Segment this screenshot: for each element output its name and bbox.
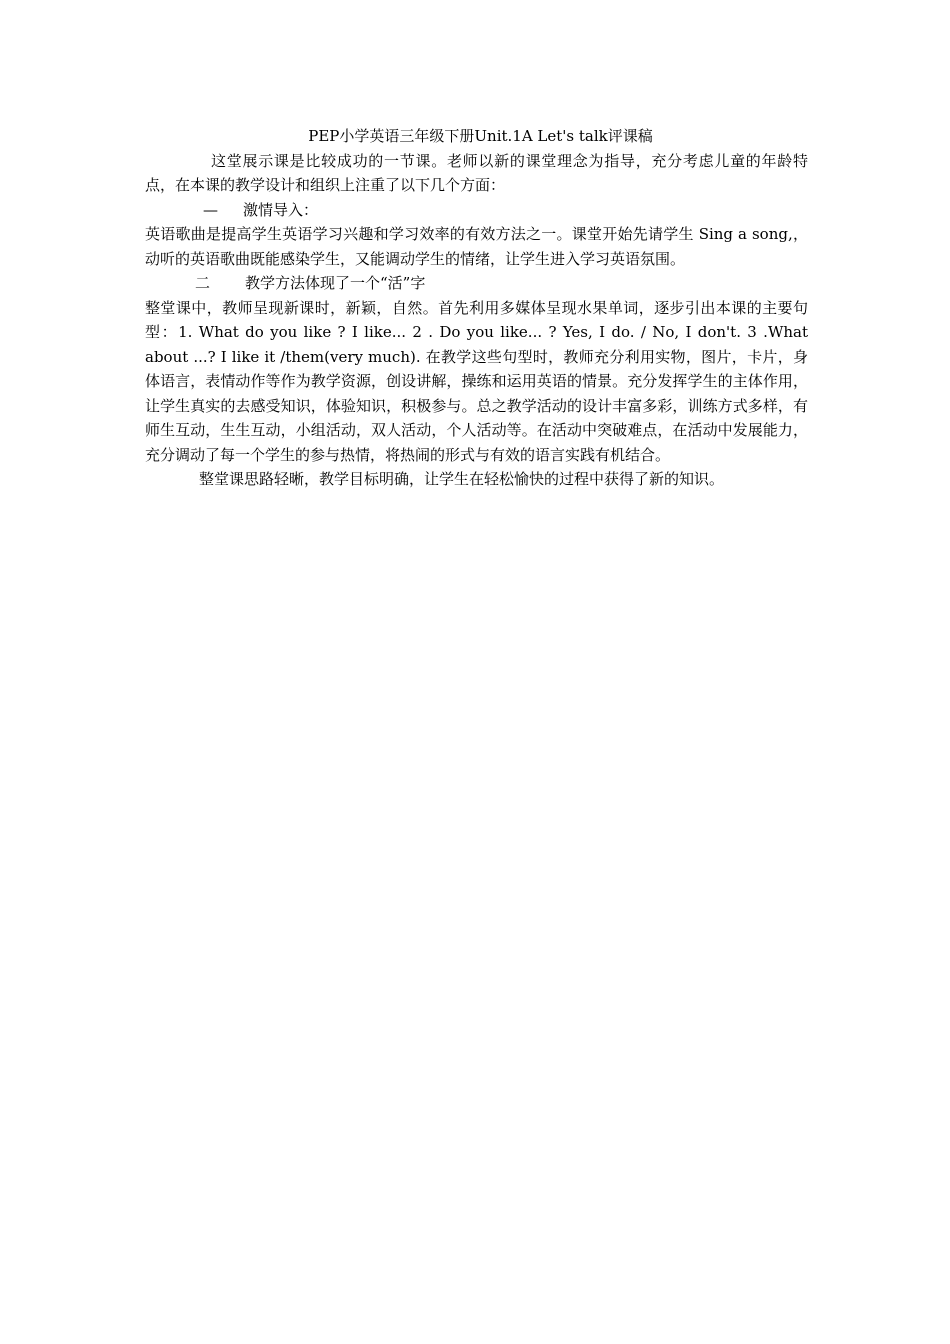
document-title: PEP小学英语三年级下册Unit.1A Let's talk评课稿: [308, 127, 653, 145]
section-2-heading: [145, 271, 808, 296]
section-2-body: 整堂课中，教师呈现新课时，新颖，自然。首先利用多媒体呈现水果单词，逐步引出本课的主要句型：1. What do you like ? I like... 2 . Do you like... ? Yes, I do. / No, I don't. 3 .What about ...? I like it /them(very much). 在教学这些句型时，教师充分利用实物，图片，卡片，身体语言，表情动作等作为教学资源，创设讲解，操练和运用英语的情景。充分发挥学生的主体作用，让学生真实的去感受知识，体验知识，积极参与。总之教学活动的设计丰富多彩，训练方式多样，有师生互动，生生互动，小组活动，双人活动，个人活动等。在活动中突破难点，在活动中发展能力，充分调动了每一个学生的参与热情，将热闹的形式与有效的语言实践有机结合。: [145, 298, 808, 464]
intro-paragraph: 这堂展示课是比较成功的一节课。老师以新的课堂理念为指导，充分考虑儿童的年龄特点，在本课的教学设计和组织上注重了以下几个方面：: [145, 151, 808, 194]
section-1-body: 英语歌曲是提高学生英语学习兴趣和学习效率的有效方法之一。课堂开始先请学生 Sing a song,，动听的英语歌曲既能感染学生，又能调动学生的情绪，让学生进入学习英语氛围。: [145, 225, 808, 268]
section-1-heading: [145, 198, 808, 223]
section-1-title: 激情导入：: [243, 200, 319, 219]
closing-paragraph: 整堂课思路轻晰，教学目标明确，让学生在轻松愉快的过程中获得了新的知识。: [199, 470, 725, 488]
section-1-number: —: [203, 200, 218, 219]
section-2-title: 教学方法体现了一个“活”字: [245, 274, 426, 292]
section-2-number: 二: [195, 274, 211, 292]
document-page: [145, 124, 808, 492]
